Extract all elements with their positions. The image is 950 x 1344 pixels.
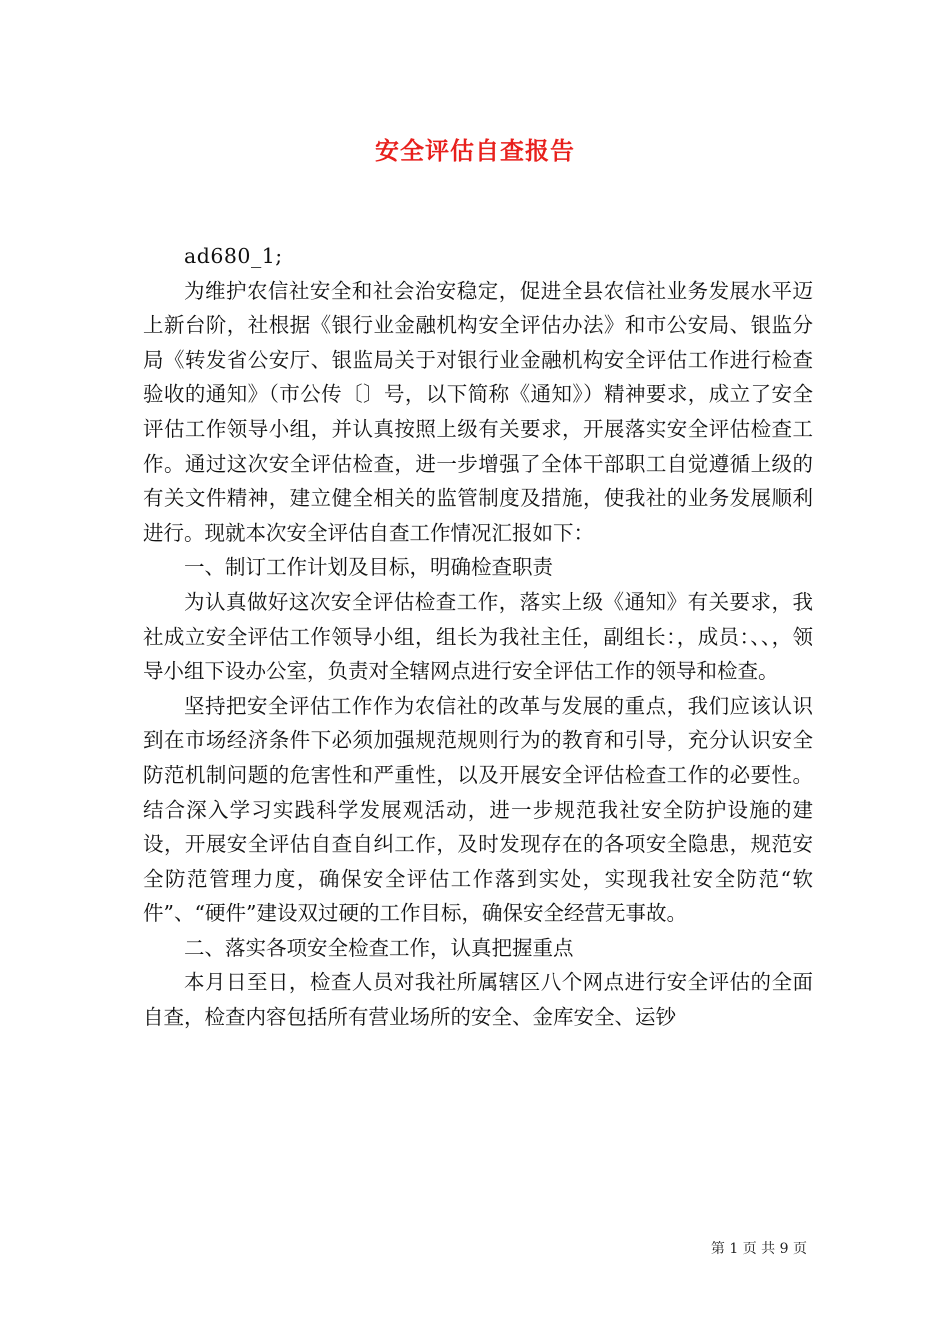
page-number: 第 1 页 共 9 页	[710, 1241, 807, 1257]
section-heading-2: 二、落实各项安全检查工作，认真把握重点	[184, 935, 574, 960]
document-body	[143, 239, 813, 1035]
paragraph-team: 为认真做好这次安全评估检查工作，落实上级《通知》有关要求，我社成立安全评估工作领导小组，组长为我社主任，副组长：，成员：、、，领导小组下设办公室，负责对全辖网点进行安全评估工作的领导和检查。	[143, 589, 813, 684]
paragraph-priority: 坚持把安全评估工作作为农信社的改革与发展的重点，我们应该认识到在市场经济条件下必须加强规范规则行为的教育和引导，充分认识安全防范机制问题的危害性和严重性，以及开展安全评估检查工作的必要性。结合深入学习实践科学发展观活动，进一步规范我社安全防护设施的建设，开展安全评估自查自纠工作，及时发现存在的各项安全隐患，规范安全防范管理力度，确保安全评估工作落到实处，实现我社安全防范“软件”、“硬件”建设双过硬的工作目标，确保安全经营无事故。	[143, 693, 813, 926]
paragraph-code: ad680_1;	[184, 244, 283, 268]
paragraph-intro: 为维护农信社安全和社会治安稳定，促进全县农信社业务发展水平迈上新台阶，社根据《银行业金融机构安全评估办法》和市公安局、银监分局《转发省公安厅、银监局关于对银行业金融机构安全评估工作进行检查验收的通知》（市公传〔〕号，以下简称《通知》）精神要求，成立了安全评估工作领导小组，并认真按照上级有关要求，开展落实安全评估检查工作。通过这次安全评估检查，进一步增强了全体干部职工自觉遵循上级的有关文件精神，建立健全相关的监管制度及措施，使我社的业务发展顺利进行。现就本次安全评估自查工作情况汇报如下：	[143, 278, 813, 545]
section-heading-1: 一、制订工作计划及目标，明确检查职责	[184, 555, 553, 580]
document-title: 安全评估自查报告	[375, 136, 575, 165]
paragraph-inspection: 本月日至日，检查人员对我社所属辖区八个网点进行安全评估的全面自查，检查内容包括所有营业场所的安全、金库安全、运钞	[143, 970, 813, 1030]
